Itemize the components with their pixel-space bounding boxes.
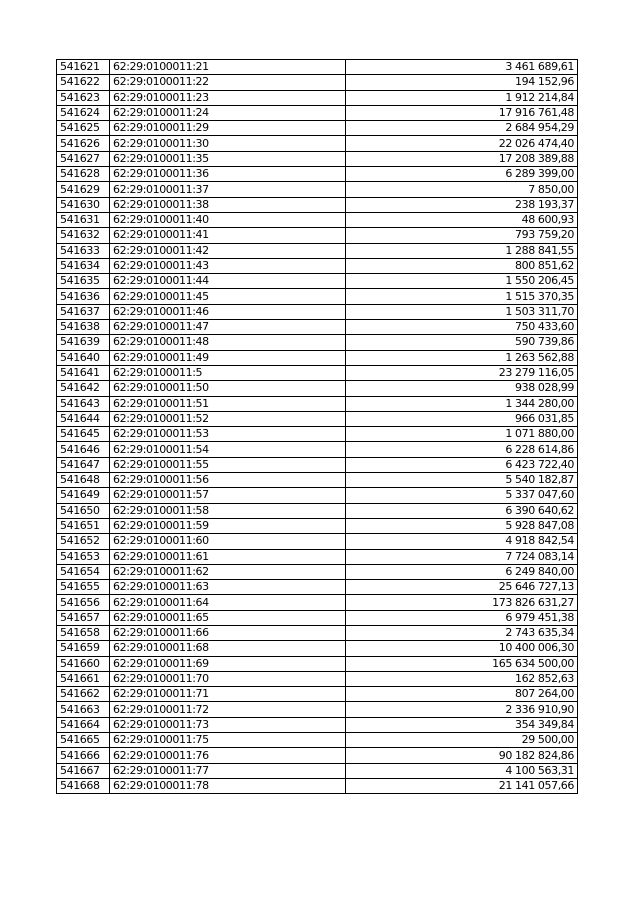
table-row <box>57 564 578 579</box>
table-row <box>57 151 578 166</box>
table-row <box>57 625 578 640</box>
row-id-cell: 541661 <box>57 671 110 686</box>
row-id-cell: 541655 <box>57 580 110 595</box>
cadastral-number-cell: 62:29:0100011:41 <box>110 228 346 243</box>
cadastral-value-cell: 17 208 389,88 <box>346 151 578 166</box>
row-id-cell: 541658 <box>57 625 110 640</box>
cadastral-value-cell: 5 540 182,87 <box>346 473 578 488</box>
row-id-cell: 541623 <box>57 90 110 105</box>
row-id-cell: 541657 <box>57 610 110 625</box>
cadastral-value-cell: 7 850,00 <box>346 182 578 197</box>
cadastral-number-cell: 62:29:0100011:35 <box>110 151 346 166</box>
cadastral-number-cell: 62:29:0100011:56 <box>110 473 346 488</box>
table-row <box>57 197 578 212</box>
row-id-cell: 541638 <box>57 320 110 335</box>
cadastral-number-cell: 62:29:0100011:76 <box>110 748 346 763</box>
row-id-cell: 541628 <box>57 167 110 182</box>
cadastral-number-cell: 62:29:0100011:61 <box>110 549 346 564</box>
cadastral-value-cell: 1 288 841,55 <box>346 243 578 258</box>
row-id-cell: 541624 <box>57 105 110 120</box>
row-id-cell: 541642 <box>57 381 110 396</box>
cadastral-value-cell: 25 646 727,13 <box>346 580 578 595</box>
table-row <box>57 212 578 227</box>
cadastral-value-cell: 29 500,00 <box>346 733 578 748</box>
table-row <box>57 121 578 136</box>
cadastral-number-cell: 62:29:0100011:64 <box>110 595 346 610</box>
cadastral-number-cell: 62:29:0100011:52 <box>110 411 346 426</box>
table-row <box>57 778 578 793</box>
row-id-cell: 541659 <box>57 641 110 656</box>
row-id-cell: 541622 <box>57 75 110 90</box>
cadastral-value-cell: 6 390 640,62 <box>346 503 578 518</box>
row-id-cell: 541627 <box>57 151 110 166</box>
cadastral-number-cell: 62:29:0100011:45 <box>110 289 346 304</box>
cadastral-number-cell: 62:29:0100011:53 <box>110 427 346 442</box>
cadastral-number-cell: 62:29:0100011:38 <box>110 197 346 212</box>
cadastral-value-cell: 3 461 689,61 <box>346 60 578 75</box>
row-id-cell: 541664 <box>57 717 110 732</box>
table-row <box>57 365 578 380</box>
table-row <box>57 136 578 151</box>
cadastral-value-cell: 162 852,63 <box>346 671 578 686</box>
table-row <box>57 182 578 197</box>
cadastral-number-cell: 62:29:0100011:43 <box>110 258 346 273</box>
cadastral-value-cell: 6 228 614,86 <box>346 442 578 457</box>
cadastral-number-cell: 62:29:0100011:22 <box>110 75 346 90</box>
cadastral-value-cell: 5 928 847,08 <box>346 518 578 533</box>
cadastral-number-cell: 62:29:0100011:49 <box>110 350 346 365</box>
row-id-cell: 541665 <box>57 733 110 748</box>
cadastral-number-cell: 62:29:0100011:73 <box>110 717 346 732</box>
row-id-cell: 541650 <box>57 503 110 518</box>
cadastral-number-cell: 62:29:0100011:63 <box>110 580 346 595</box>
cadastral-number-cell: 62:29:0100011:54 <box>110 442 346 457</box>
cadastral-value-cell: 6 289 399,00 <box>346 167 578 182</box>
cadastral-value-cell: 2 743 635,34 <box>346 625 578 640</box>
table-row <box>57 411 578 426</box>
table-row <box>57 580 578 595</box>
cadastral-number-cell: 62:29:0100011:57 <box>110 488 346 503</box>
table-row <box>57 320 578 335</box>
row-id-cell: 541621 <box>57 60 110 75</box>
cadastral-number-cell: 62:29:0100011:5 <box>110 365 346 380</box>
cadastral-number-cell: 62:29:0100011:44 <box>110 274 346 289</box>
row-id-cell: 541636 <box>57 289 110 304</box>
table-row <box>57 427 578 442</box>
cadastral-number-cell: 62:29:0100011:36 <box>110 167 346 182</box>
row-id-cell: 541635 <box>57 274 110 289</box>
row-id-cell: 541653 <box>57 549 110 564</box>
row-id-cell: 541654 <box>57 564 110 579</box>
table-row <box>57 687 578 702</box>
row-id-cell: 541656 <box>57 595 110 610</box>
table-body <box>57 60 578 794</box>
row-id-cell: 541649 <box>57 488 110 503</box>
cadastral-number-cell: 62:29:0100011:68 <box>110 641 346 656</box>
row-id-cell: 541637 <box>57 304 110 319</box>
cadastral-number-cell: 62:29:0100011:23 <box>110 90 346 105</box>
table-row <box>57 105 578 120</box>
cadastral-value-cell: 10 400 006,30 <box>346 641 578 656</box>
cadastral-value-cell: 194 152,96 <box>346 75 578 90</box>
cadastral-number-cell: 62:29:0100011:42 <box>110 243 346 258</box>
row-id-cell: 541667 <box>57 763 110 778</box>
cadastral-value-cell: 23 279 116,05 <box>346 365 578 380</box>
cadastral-number-cell: 62:29:0100011:66 <box>110 625 346 640</box>
cadastral-value-cell: 1 515 370,35 <box>346 289 578 304</box>
table-row <box>57 671 578 686</box>
cadastral-value-cell: 800 851,62 <box>346 258 578 273</box>
table-row <box>57 473 578 488</box>
cadastral-number-cell: 62:29:0100011:69 <box>110 656 346 671</box>
table-row <box>57 733 578 748</box>
cadastral-number-cell: 62:29:0100011:51 <box>110 396 346 411</box>
cadastral-value-cell: 938 028,99 <box>346 381 578 396</box>
cadastral-value-cell: 4 918 842,54 <box>346 534 578 549</box>
cadastral-value-cell: 6 423 722,40 <box>346 457 578 472</box>
table-row <box>57 335 578 350</box>
table-row <box>57 610 578 625</box>
cadastral-number-cell: 62:29:0100011:46 <box>110 304 346 319</box>
table-row <box>57 518 578 533</box>
table-row <box>57 549 578 564</box>
row-id-cell: 541626 <box>57 136 110 151</box>
cadastral-value-cell: 5 337 047,60 <box>346 488 578 503</box>
row-id-cell: 541668 <box>57 778 110 793</box>
row-id-cell: 541644 <box>57 411 110 426</box>
table-row <box>57 396 578 411</box>
row-id-cell: 541625 <box>57 121 110 136</box>
row-id-cell: 541648 <box>57 473 110 488</box>
cadastral-value-cell: 173 826 631,27 <box>346 595 578 610</box>
row-id-cell: 541663 <box>57 702 110 717</box>
table-row <box>57 534 578 549</box>
row-id-cell: 541634 <box>57 258 110 273</box>
cadastral-value-cell: 590 739,86 <box>346 335 578 350</box>
cadastral-number-cell: 62:29:0100011:65 <box>110 610 346 625</box>
cadastral-value-cell: 17 916 761,48 <box>346 105 578 120</box>
table-row <box>57 748 578 763</box>
cadastral-number-cell: 62:29:0100011:78 <box>110 778 346 793</box>
cadastral-number-cell: 62:29:0100011:40 <box>110 212 346 227</box>
table-row <box>57 702 578 717</box>
table-row <box>57 90 578 105</box>
cadastral-value-cell: 1 550 206,45 <box>346 274 578 289</box>
row-id-cell: 541643 <box>57 396 110 411</box>
cadastral-value-cell: 48 600,93 <box>346 212 578 227</box>
row-id-cell: 541651 <box>57 518 110 533</box>
cadastral-number-cell: 62:29:0100011:60 <box>110 534 346 549</box>
row-id-cell: 541630 <box>57 197 110 212</box>
cadastral-number-cell: 62:29:0100011:58 <box>110 503 346 518</box>
table-row <box>57 304 578 319</box>
cadastral-number-cell: 62:29:0100011:50 <box>110 381 346 396</box>
row-id-cell: 541641 <box>57 365 110 380</box>
cadastral-number-cell: 62:29:0100011:75 <box>110 733 346 748</box>
table-row <box>57 717 578 732</box>
cadastral-number-cell: 62:29:0100011:62 <box>110 564 346 579</box>
cadastral-number-cell: 62:29:0100011:37 <box>110 182 346 197</box>
cadastral-number-cell: 62:29:0100011:71 <box>110 687 346 702</box>
table-row <box>57 488 578 503</box>
row-id-cell: 541629 <box>57 182 110 197</box>
cadastral-number-cell: 62:29:0100011:59 <box>110 518 346 533</box>
cadastral-value-cell: 1 071 880,00 <box>346 427 578 442</box>
cadastral-number-cell: 62:29:0100011:70 <box>110 671 346 686</box>
table-row <box>57 457 578 472</box>
cadastral-number-cell: 62:29:0100011:21 <box>110 60 346 75</box>
cadastral-number-cell: 62:29:0100011:30 <box>110 136 346 151</box>
table-row <box>57 442 578 457</box>
cadastral-value-cell: 4 100 563,31 <box>346 763 578 778</box>
cadastral-number-cell: 62:29:0100011:24 <box>110 105 346 120</box>
cadastral-number-cell: 62:29:0100011:48 <box>110 335 346 350</box>
table-row <box>57 656 578 671</box>
cadastral-value-table <box>56 59 578 794</box>
row-id-cell: 541639 <box>57 335 110 350</box>
table-row <box>57 243 578 258</box>
cadastral-value-cell: 1 503 311,70 <box>346 304 578 319</box>
cadastral-value-cell: 7 724 083,14 <box>346 549 578 564</box>
cadastral-value-cell: 1 344 280,00 <box>346 396 578 411</box>
table-row <box>57 350 578 365</box>
cadastral-value-cell: 6 979 451,38 <box>346 610 578 625</box>
table-row <box>57 595 578 610</box>
cadastral-value-cell: 6 249 840,00 <box>346 564 578 579</box>
cadastral-value-cell: 165 634 500,00 <box>346 656 578 671</box>
table-row <box>57 167 578 182</box>
cadastral-value-cell: 750 433,60 <box>346 320 578 335</box>
cadastral-number-cell: 62:29:0100011:29 <box>110 121 346 136</box>
cadastral-number-cell: 62:29:0100011:47 <box>110 320 346 335</box>
table-row <box>57 274 578 289</box>
table-row <box>57 641 578 656</box>
row-id-cell: 541640 <box>57 350 110 365</box>
row-id-cell: 541647 <box>57 457 110 472</box>
table-row <box>57 228 578 243</box>
cadastral-value-cell: 2 684 954,29 <box>346 121 578 136</box>
cadastral-value-cell: 807 264,00 <box>346 687 578 702</box>
row-id-cell: 541646 <box>57 442 110 457</box>
cadastral-value-cell: 966 031,85 <box>346 411 578 426</box>
row-id-cell: 541632 <box>57 228 110 243</box>
row-id-cell: 541652 <box>57 534 110 549</box>
cadastral-value-cell: 238 193,37 <box>346 197 578 212</box>
cadastral-value-cell: 793 759,20 <box>346 228 578 243</box>
cadastral-value-cell: 1 912 214,84 <box>346 90 578 105</box>
cadastral-value-cell: 1 263 562,88 <box>346 350 578 365</box>
row-id-cell: 541666 <box>57 748 110 763</box>
table-row <box>57 60 578 75</box>
table-row <box>57 381 578 396</box>
cadastral-value-cell: 21 141 057,66 <box>346 778 578 793</box>
row-id-cell: 541662 <box>57 687 110 702</box>
row-id-cell: 541631 <box>57 212 110 227</box>
cadastral-number-cell: 62:29:0100011:55 <box>110 457 346 472</box>
cadastral-value-cell: 22 026 474,40 <box>346 136 578 151</box>
table-row <box>57 258 578 273</box>
table-row <box>57 289 578 304</box>
row-id-cell: 541633 <box>57 243 110 258</box>
table-row <box>57 503 578 518</box>
cadastral-value-cell: 2 336 910,90 <box>346 702 578 717</box>
row-id-cell: 541645 <box>57 427 110 442</box>
cadastral-value-cell: 354 349,84 <box>346 717 578 732</box>
cadastral-value-cell: 90 182 824,86 <box>346 748 578 763</box>
cadastral-number-cell: 62:29:0100011:72 <box>110 702 346 717</box>
cadastral-number-cell: 62:29:0100011:77 <box>110 763 346 778</box>
table-row <box>57 75 578 90</box>
table-row <box>57 763 578 778</box>
row-id-cell: 541660 <box>57 656 110 671</box>
